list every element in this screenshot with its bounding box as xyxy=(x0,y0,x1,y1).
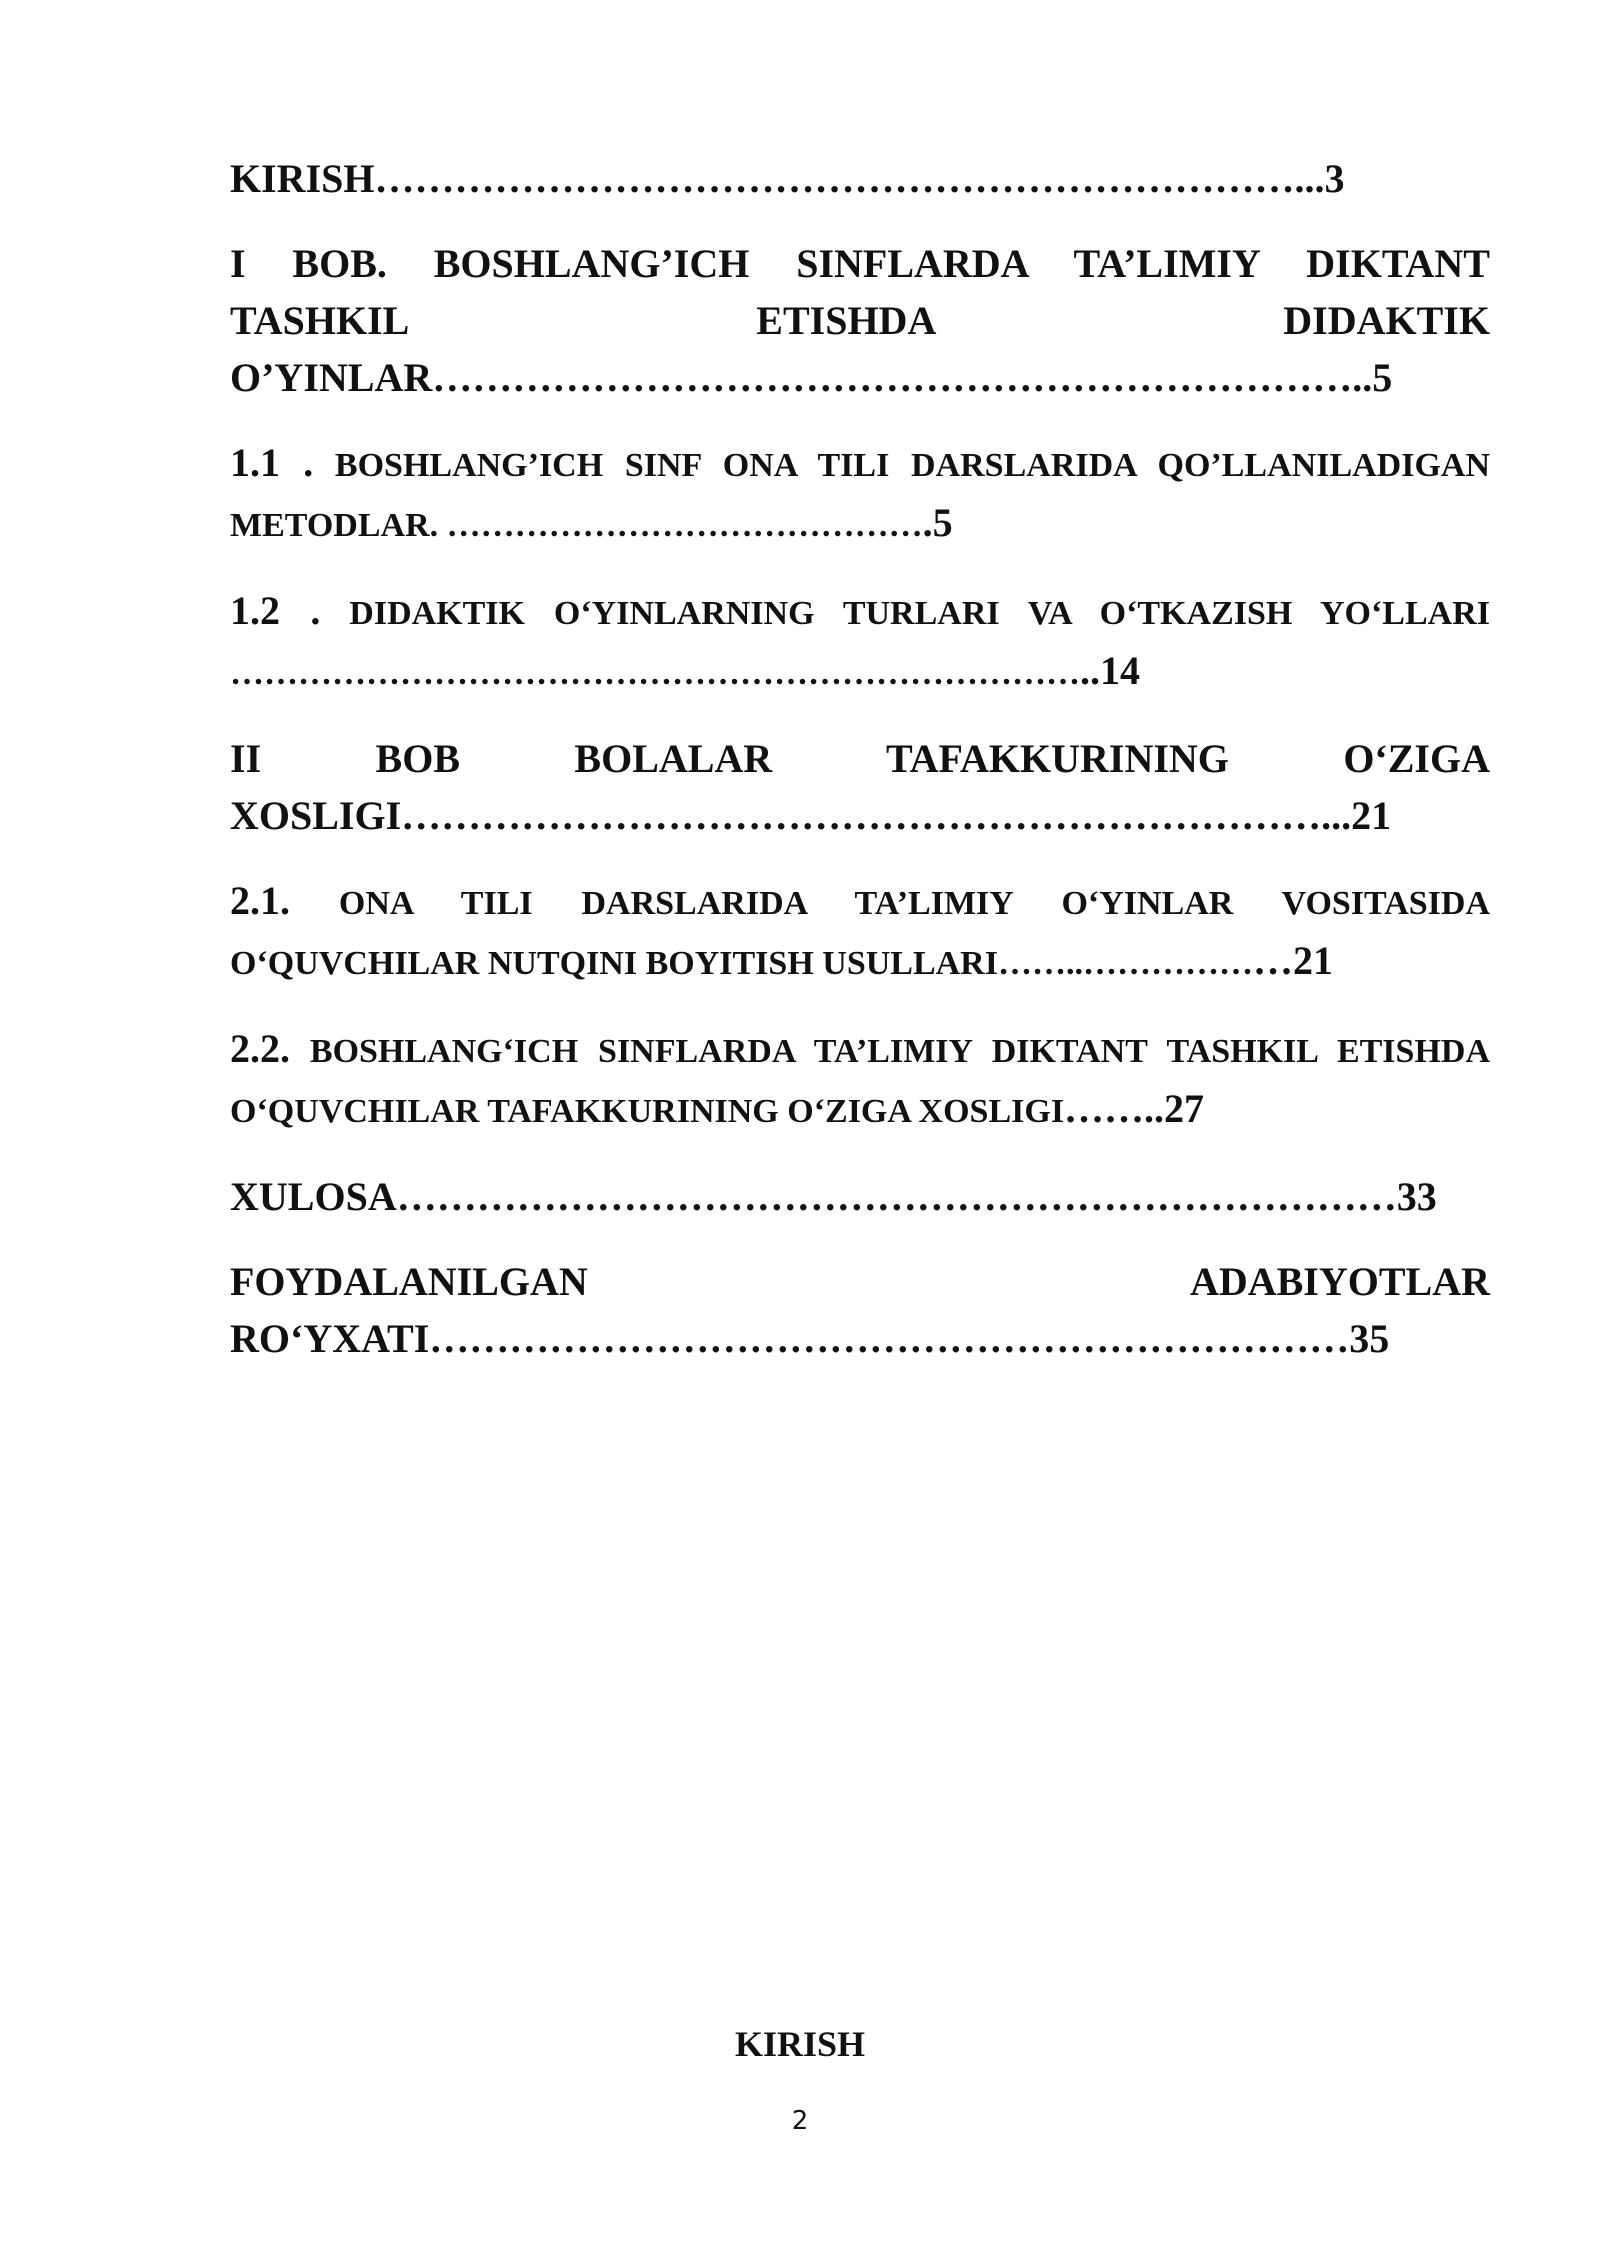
toc-entry-text: BOSHLANG‘ICH SINFLARDA TA’LIMIY DIKTANT TASHKIL ETISHDA O‘QUVCHILAR TAFAKKURINING O‘ZIGA XOSLIGI xyxy=(230,1033,1490,1130)
toc-entry-number: 2.1. xyxy=(230,878,290,923)
toc-entry-text: I BOB. BOSHLANG’ICH SINFLARDA TA’LIMIY DIKTANT TASHKIL ETISHDA DIDAKTIK O’YINLAR……………………………………………………………..5 xyxy=(230,241,1490,400)
toc-entry-number: 1.1 . xyxy=(230,440,314,485)
toc-entry-number: 1.2 . xyxy=(230,588,321,633)
toc-entry-section-1-2 xyxy=(230,582,1490,702)
toc-entry-chapter-2 xyxy=(230,730,1490,844)
page-number: 2 xyxy=(791,2106,809,2136)
toc-entry-text: ONA TILI DARSLARIDA TA’LIMIY O‘YINLAR VOSITASIDA O‘QUVCHILAR NUTQINI BOYITISH USULLARI……..…………… xyxy=(230,885,1491,982)
toc-entry-page: ……..27 xyxy=(1064,1086,1205,1131)
toc-entry-section-2-1 xyxy=(230,872,1490,992)
toc-entry-xulosa xyxy=(230,1168,1490,1225)
toc-entry-text: FOYDALANILGAN ADABIYOTLAR RO‘YXATI……………………………………………………………35 xyxy=(230,1259,1490,1361)
toc-entry-text: DIDAKTIK O‘YINLARNING TURLARI VA O‘TKAZISH YO‘LLARI ………………………………………………………………… xyxy=(230,595,1490,692)
section-heading: KIRISH xyxy=(734,2024,866,2064)
toc-entry-text: KIRISH……………………………………………………………...3 xyxy=(230,156,1345,201)
toc-entry-page: …21 xyxy=(1252,938,1333,983)
toc-entry-text: BOSHLANG’ICH SINF ONA TILI DARSLARIDA QO’LLANILADIGAN METODLAR. …………………………………… xyxy=(230,447,1491,544)
toc-entry-references xyxy=(230,1253,1490,1367)
toc-entry-section-1-1 xyxy=(230,434,1490,554)
toc-entry-number: 2.2. xyxy=(230,1026,290,1071)
toc-entry-text: II BOB BOLALAR TAFAKKURINING O‘ZIGA XOSLIGI……………………………………………………………...21 xyxy=(230,736,1490,838)
toc-entry-page: ..14 xyxy=(1080,648,1140,693)
toc-entry-section-2-2 xyxy=(230,1020,1490,1140)
table-of-contents xyxy=(230,150,1490,1395)
toc-entry-page: .5 xyxy=(922,500,953,545)
toc-entry-chapter-1 xyxy=(230,235,1490,406)
toc-entry-text: XULOSA…………………………………………………………………33 xyxy=(230,1174,1437,1219)
toc-entry-kirish xyxy=(230,150,1490,207)
